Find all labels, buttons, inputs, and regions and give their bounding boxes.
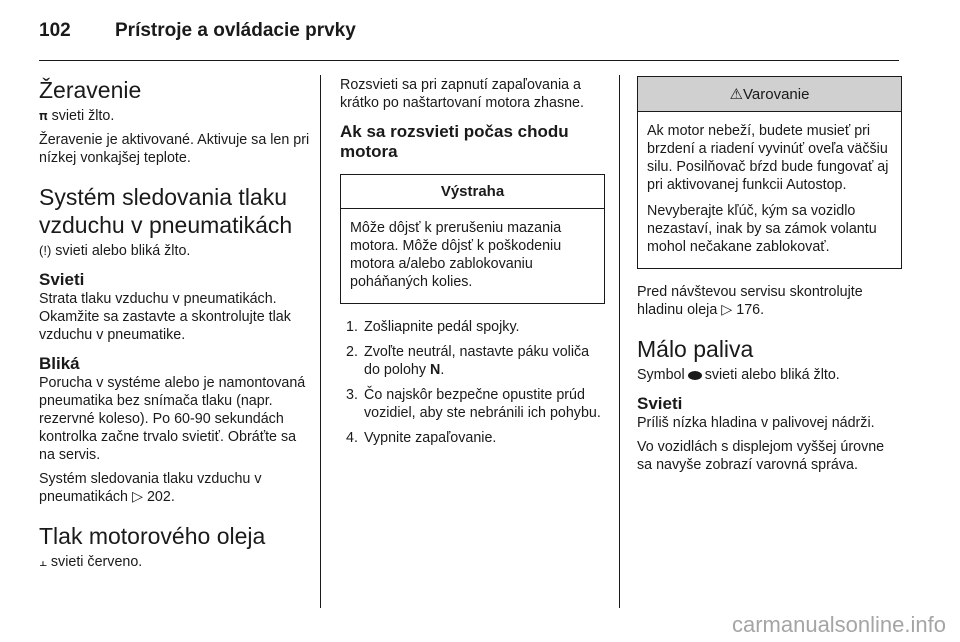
- section-title-oil: Tlak motorového oleja: [39, 523, 266, 549]
- tpms-blika-text: Porucha v systéme alebo je namontovaná pneumatika bez snímača tlaku (napr. rezervné koleso). Po 60-90 sekundách kontrolka začne trvalo svietiť. Obráťte sa na servis.: [39, 375, 306, 463]
- tpms-reference: Systém sledovania tlaku vzduchu v pneumatikách ▷ 202.: [39, 471, 262, 505]
- page-number: 102: [39, 20, 71, 41]
- page-header: [39, 20, 356, 42]
- oil-status: ⫠ svieti červeno.: [39, 554, 143, 570]
- caution-title: Výstraha: [341, 175, 604, 209]
- section-title-zeravenie: Žeravenie: [39, 77, 142, 103]
- tpms-ref-link[interactable]: 202.: [146, 489, 175, 505]
- watermark: carmanualsonline.info: [731, 612, 946, 637]
- tpms-svieti-heading: Svieti: [39, 270, 85, 289]
- zeravenie-status: 𝛑 svieti žlto.: [39, 108, 115, 124]
- header-divider: [39, 60, 899, 61]
- tpms-svieti-text: Strata tlaku vzduchu v pneumatikách. Okamžite sa zastavte a skontrolujte tlak vzduchu v pneumatike.: [39, 291, 291, 343]
- column-3: [637, 76, 902, 480]
- chapter-title: Prístroje a ovládacie prvky: [115, 20, 356, 41]
- tire-pressure-icon: (!): [39, 243, 52, 258]
- service-ref-link[interactable]: 176.: [736, 302, 765, 318]
- tpms-status: (!) svieti alebo bliká žlto.: [39, 243, 191, 259]
- column-1: [39, 76, 311, 577]
- warning-title: Varovanie: [743, 86, 810, 103]
- list-item: 4. Vypnite zapaľovanie.: [346, 430, 497, 446]
- fuel-svieti-heading: Svieti: [637, 394, 683, 413]
- page-ref-arrow-icon: ▷: [132, 489, 143, 505]
- warning-text-2: Nevyberajte kľúč, kým sa vozidlo nezastaví, inak by sa zámok volantu mohol nečakane zablokovať.: [647, 203, 877, 255]
- list-item: 2. Zvoľte neutrál, nastavte páku voliča do polohy N.: [346, 344, 590, 378]
- zeravenie-text: Žeravenie je aktivované. Aktivuje sa len pri nízkej vonkajšej teplote.: [39, 132, 310, 166]
- caution-text: Môže dôjsť k prerušeniu mazania motora. Môže dôjsť k poškodeniu motora a/alebo zablokovaniu poháňaných kolies.: [350, 220, 562, 290]
- service-text: Pred návštevou servisu skontrolujte hladinu oleja ▷ 176.: [637, 284, 863, 318]
- oil-running-heading: Ak sa rozsvieti počas chodu motora: [340, 122, 569, 161]
- column-2: [340, 76, 605, 454]
- section-title-tpms: Systém sledovania tlaku vzduchu v pneumatikách: [39, 184, 293, 238]
- glow-plug-icon: 𝛑: [39, 108, 48, 123]
- steps-list: [340, 318, 605, 447]
- fuel-extra-text: Vo vozidlách s displejom vyššej úrovne sa navyše zobrazí varovná správa.: [637, 439, 885, 473]
- caution-box: [340, 174, 605, 304]
- list-item: 1. Zošliapnite pedál spojky.: [346, 319, 520, 335]
- warning-header: [638, 77, 901, 112]
- warning-text-1: Ak motor nebeží, budete musieť pri brzdení a riadení vyvinúť oveľa väčšiu silu. Posilňovač bŕzd bude fungovať aj pri aktivovanej funkcii Autostop.: [647, 123, 889, 193]
- page-ref-arrow-icon: ▷: [721, 302, 733, 318]
- oil-intro: Rozsvieti sa pri zapnutí zapaľovania a krátko po naštartovaní motora zhasne.: [340, 77, 584, 111]
- fuel-dot-icon: [688, 371, 702, 380]
- fuel-status: Symbol svieti alebo bliká žlto.: [637, 367, 840, 383]
- warning-triangle-icon: ⚠: [729, 86, 743, 103]
- column-divider-2: [619, 75, 620, 608]
- column-divider-1: [320, 75, 321, 608]
- list-item: 3. Čo najskôr bezpečne opustite prúd vozidiel, aby ste nebránili ich pohybu.: [346, 387, 601, 421]
- warning-box: [637, 76, 902, 269]
- fuel-svieti-text: Príliš nízka hladina v palivovej nádrži.: [637, 415, 875, 431]
- oil-can-icon: ⫠: [39, 554, 47, 569]
- section-title-fuel: Málo paliva: [637, 336, 754, 362]
- tpms-blika-heading: Bliká: [39, 354, 80, 373]
